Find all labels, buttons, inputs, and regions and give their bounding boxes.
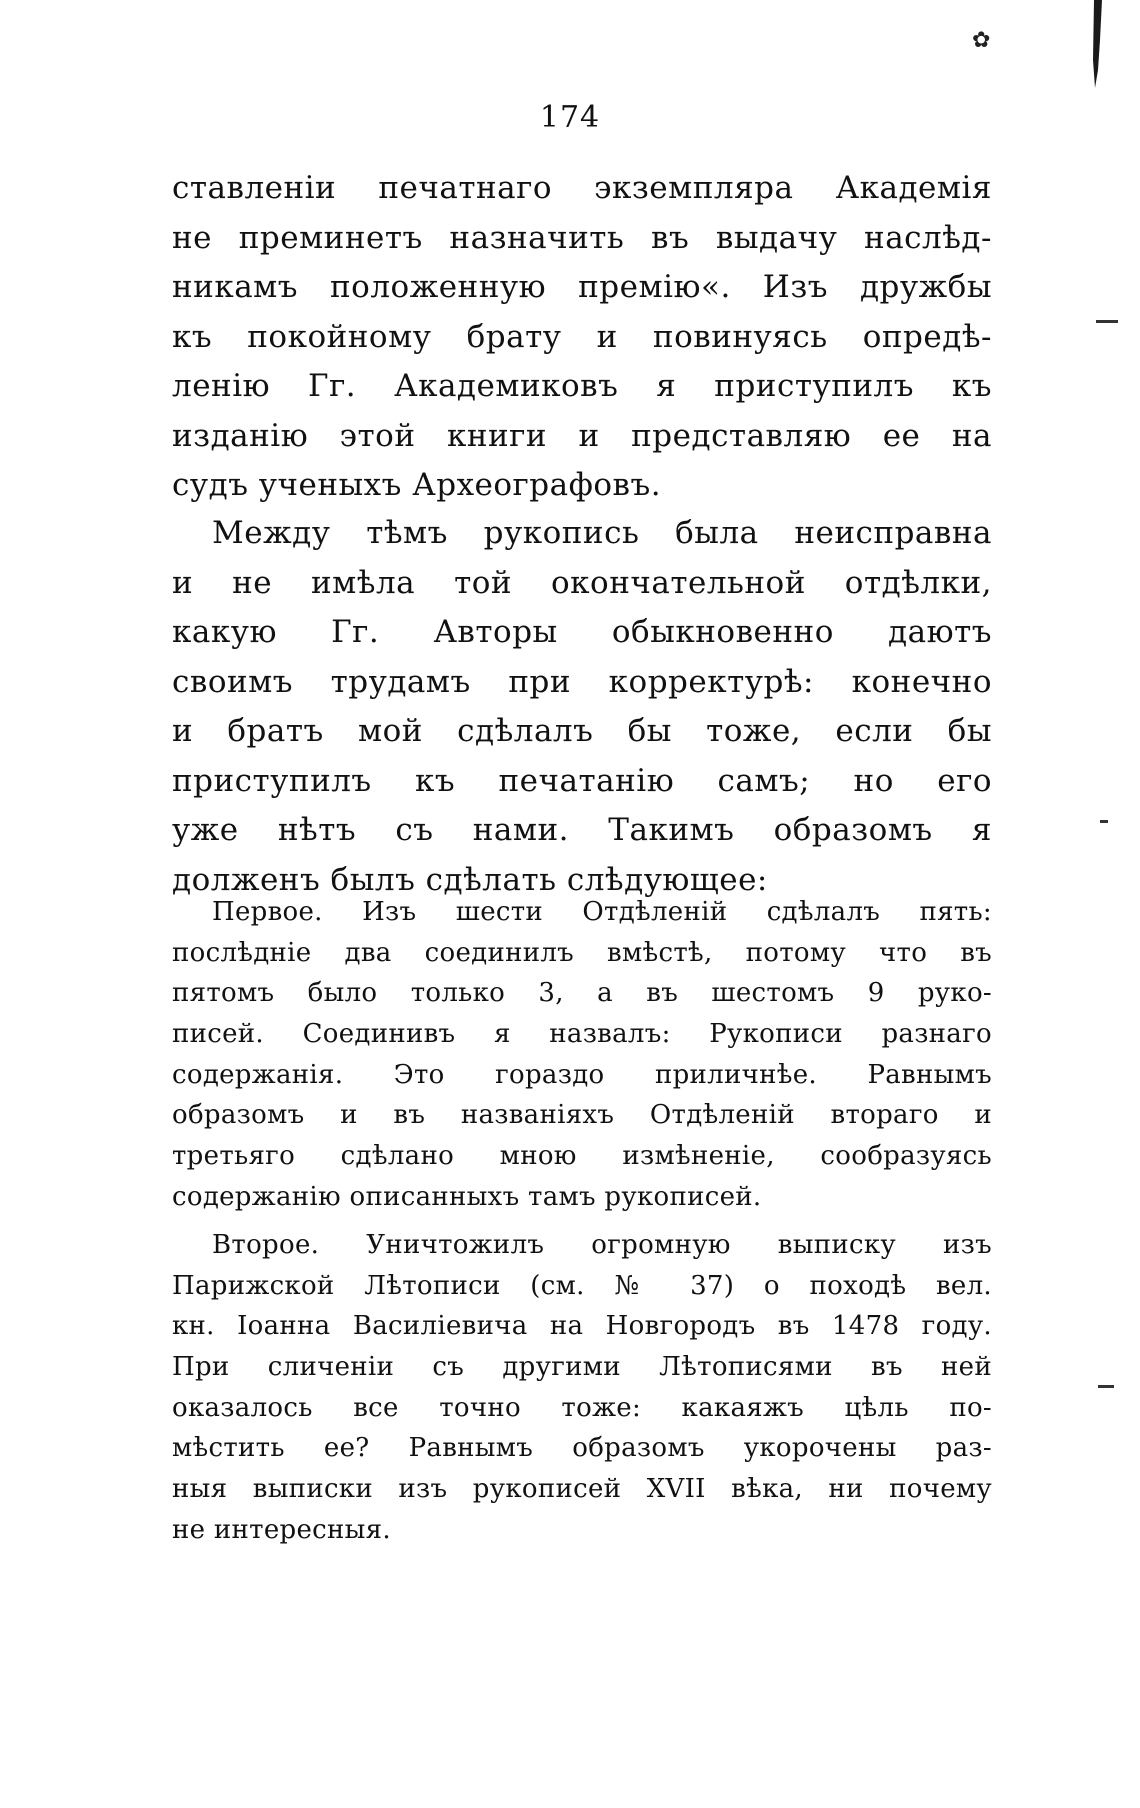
text-line: и не имѣла той окончательной отдѣлки,	[172, 564, 992, 601]
text-line: Парижской Лѣтописи (см. № 37) о походѣ вел.	[172, 1270, 992, 1301]
text-line: писей. Соединивъ я назвалъ: Рукописи разнаго	[172, 1019, 992, 1050]
margin-dash	[1096, 320, 1118, 323]
text-line: содержанію описанныхъ тамъ рукописей.	[172, 1181, 762, 1212]
text-line: ставленіи печатнаго экземпляра Академія	[172, 170, 992, 206]
text-line: мѣстить ее? Равнымъ образомъ укорочены раз-	[172, 1433, 992, 1464]
text-line: Между тѣмъ рукопись была неисправна	[212, 515, 992, 551]
page-edge-mark	[1090, 0, 1104, 90]
text-line: пятомъ было только 3, а въ шестомъ 9 руко-	[172, 978, 992, 1009]
text-line: оказалось все точно тоже: какаяжъ цѣль по-	[172, 1392, 992, 1423]
text-line: уже нѣтъ съ нами. Такимъ образомъ я	[172, 812, 992, 848]
text-line: судъ ученыхъ Археографовъ.	[172, 467, 662, 503]
paragraph-4	[172, 1225, 992, 1551]
text-line: ныя выписки изъ рукописей XVII вѣка, ни почему	[172, 1474, 992, 1505]
text-line: Первое. Изъ шести Отдѣленій сдѣлалъ пять:	[212, 897, 992, 927]
paragraph-3	[172, 892, 992, 1218]
text-line: послѣдніе два соединилъ вмѣстѣ, потому что въ	[172, 937, 992, 968]
text-line: къ покойному брату и повинуясь опредѣ-	[172, 318, 992, 355]
text-line: изданію этой книги и представляю ее на	[172, 417, 992, 454]
text-line: не преминетъ назначить въ выдачу наслѣд-	[172, 219, 992, 256]
text-line: своимъ трудамъ при корректурѣ: конечно	[172, 663, 992, 700]
text-line: кн. Іоанна Василіевича на Новгородъ въ 1478 году.	[172, 1311, 992, 1342]
text-line: долженъ былъ сдѣлать слѣдующее:	[172, 861, 768, 898]
text-line: приступилъ къ печатанію самъ; но его	[172, 762, 992, 799]
text-line: образомъ и въ названіяхъ Отдѣленій втораго и	[172, 1100, 992, 1131]
paragraph-1	[172, 164, 992, 511]
text-line: никамъ положенную премію«. Изъ дружбы	[172, 269, 992, 305]
text-line: При сличеніи съ другими Лѣтописями въ ней	[172, 1352, 992, 1383]
page-number: 174	[539, 100, 601, 135]
text-line: третьяго сдѣлано мною измѣненіе, сообразуясь	[172, 1141, 992, 1172]
text-line: содержанія. Это гораздо приличнѣе. Равнымъ	[172, 1059, 992, 1090]
ink-blot-mark: ✿	[972, 28, 991, 53]
text-line: какую Гг. Авторы обыкновенно даютъ	[172, 614, 992, 650]
paragraph-2	[172, 509, 992, 905]
margin-dash	[1098, 1385, 1114, 1388]
text-line: Второе. Уничтожилъ огромную выписку изъ	[212, 1230, 992, 1260]
text-line: и братъ мой сдѣлалъ бы тоже, если бы	[172, 713, 992, 749]
text-line: ленію Гг. Академиковъ я приступилъ къ	[172, 368, 992, 404]
text-line: не интересныя.	[172, 1514, 391, 1545]
margin-dash	[1100, 820, 1108, 823]
